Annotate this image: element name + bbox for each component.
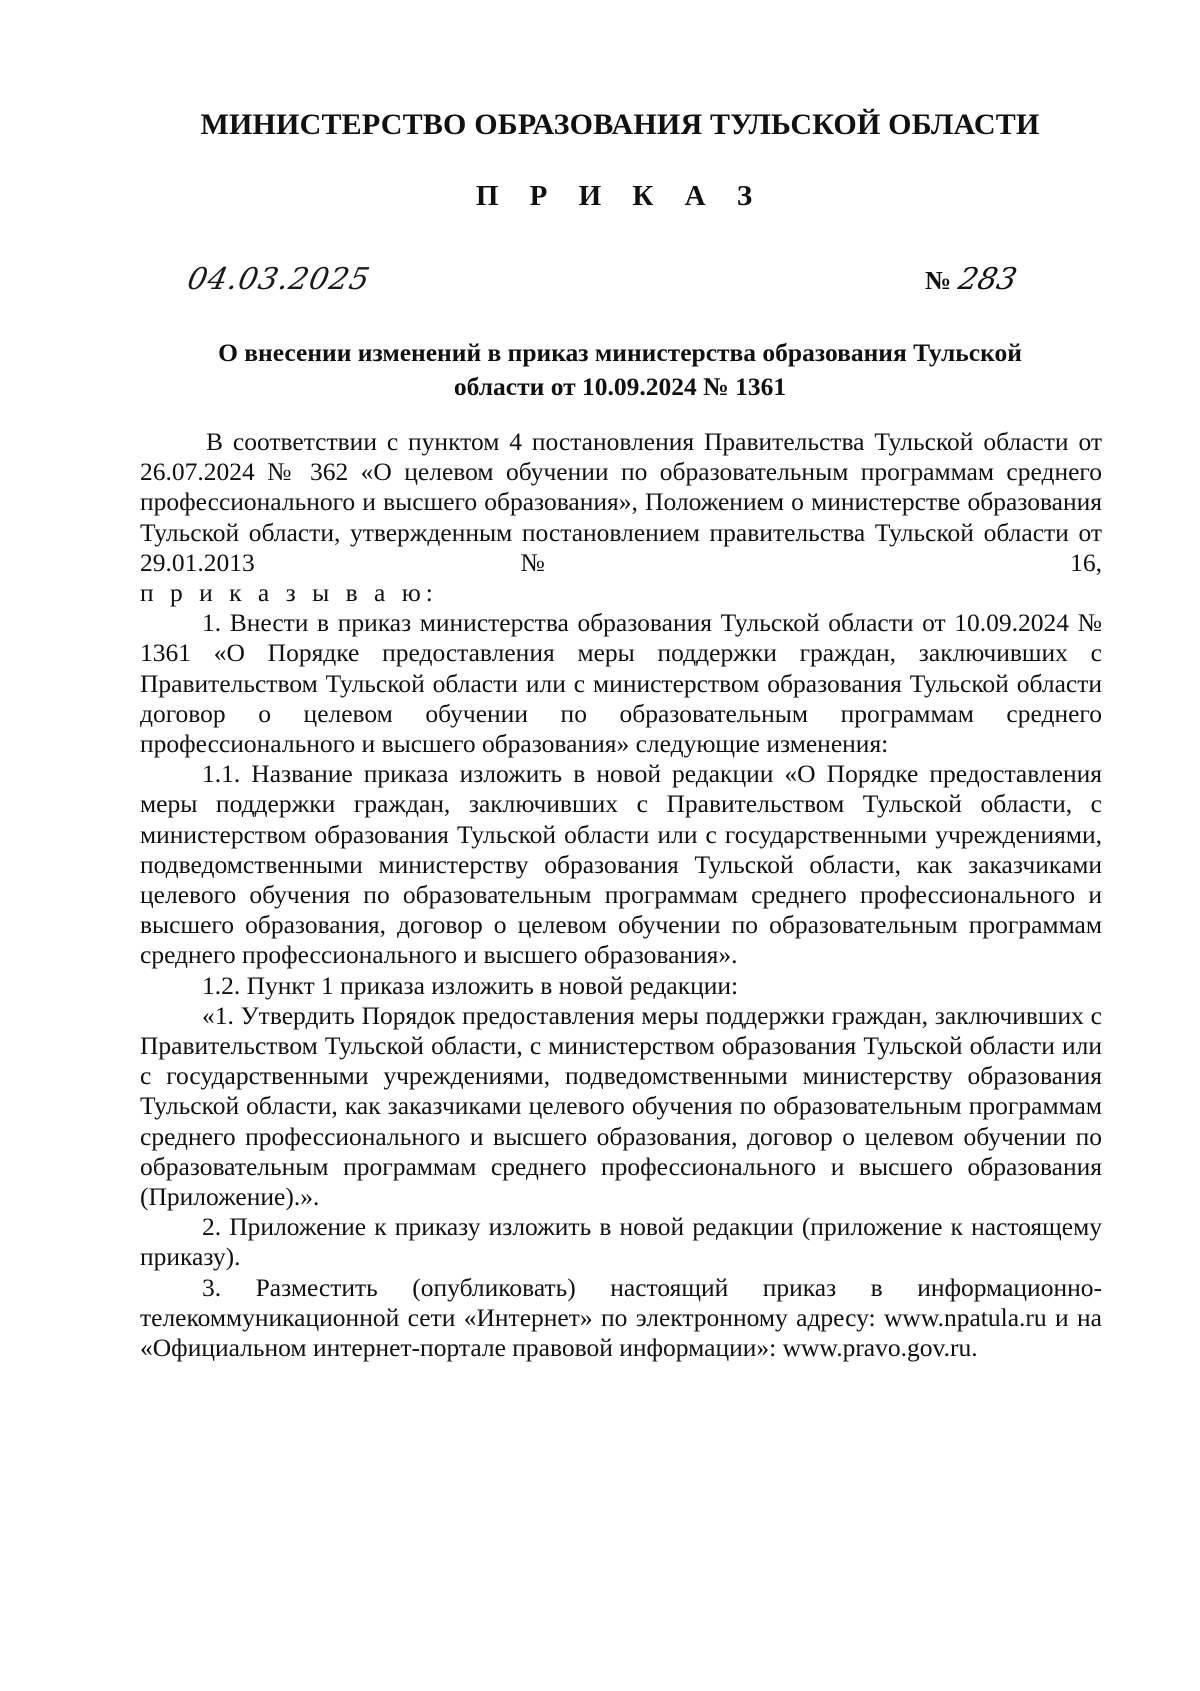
item-2: 2. Приложение к приказу изложить в новой редакции (приложение к настоящему приказу). bbox=[140, 1212, 1102, 1272]
document-title bbox=[140, 336, 1100, 404]
item-1-1: 1.1. Название приказа изложить в новой редакции «О Порядке предоставления меры поддержки граждан, заключивших с Правительством Тульской области, с министерством образования Тульской области или с государственными учреждениями, подведомственными министерству образования Тульской области, как заказчиками целевого обучения по образовательным программам среднего профессионального и высшего образования, договор о целевом обучении по образовательным программам среднего профессионального и высшего образования». bbox=[140, 759, 1102, 970]
preamble-paragraph: В соответствии с пунктом 4 постановления Правительства Тульской области от 26.07.2024 № 362 «О целевом обучении по образовательным программам среднего профессионального и высшего образования», Положением о министерстве образования Тульской области, утвержденным постановлением правительства Тульской области от 29.01.2013 № 16, bbox=[140, 427, 1102, 577]
handwritten-date: 04.03.2025 bbox=[184, 262, 374, 297]
ministry-name: МИНИСТЕРСТВО ОБРАЗОВАНИЯ ТУЛЬСКОЙ ОБЛАСТИ bbox=[200, 108, 1040, 141]
order-verb: п р и к а з ы в а ю: bbox=[140, 578, 438, 608]
handwritten-number: 283 bbox=[955, 262, 1021, 297]
document-body bbox=[140, 427, 1102, 1363]
order-number bbox=[925, 262, 1021, 297]
item-3: 3. Разместить (опубликовать) настоящий приказ в информационно-телекоммуникационной сети «Интернет» по электронному адресу: www.npatula.ru и на «Официальном интернет-портале правовой информации»: www.pravo.gov.ru. bbox=[140, 1272, 1102, 1363]
item-1-2: 1.2. Пункт 1 приказа изложить в новой редакции: bbox=[202, 970, 739, 1000]
item-1: 1. Внести в приказ министерства образования Тульской области от 10.09.2024 № 1361 «О Порядке предоставления меры поддержки граждан, заключивших с Правительством Тульской области или с министерством образования Тульской области договор о целевом обучении по образовательным программам среднего профессионального и высшего образования» следующие изменения: bbox=[140, 608, 1102, 759]
item-1-2-quote: «1. Утвердить Порядок предоставления меры поддержки граждан, заключивших с Правительством Тульской области, с министерством образования Тульской области или с государственными учреждениями, подведомственными министерству образования Тульской области, как заказчиками целевого обучения по образовательным программам среднего профессионального и высшего образования, договор о целевом обучении по образовательным программам среднего профессионального и высшего образования (Приложение).». bbox=[140, 1000, 1102, 1212]
document-type: П Р И К А З bbox=[475, 180, 765, 212]
number-sign: № bbox=[925, 266, 952, 295]
title-line-1: О внесении изменений в приказ министерства образования Тульской bbox=[218, 338, 1022, 367]
title-line-2: области от 10.09.2024 № 1361 bbox=[453, 372, 787, 401]
